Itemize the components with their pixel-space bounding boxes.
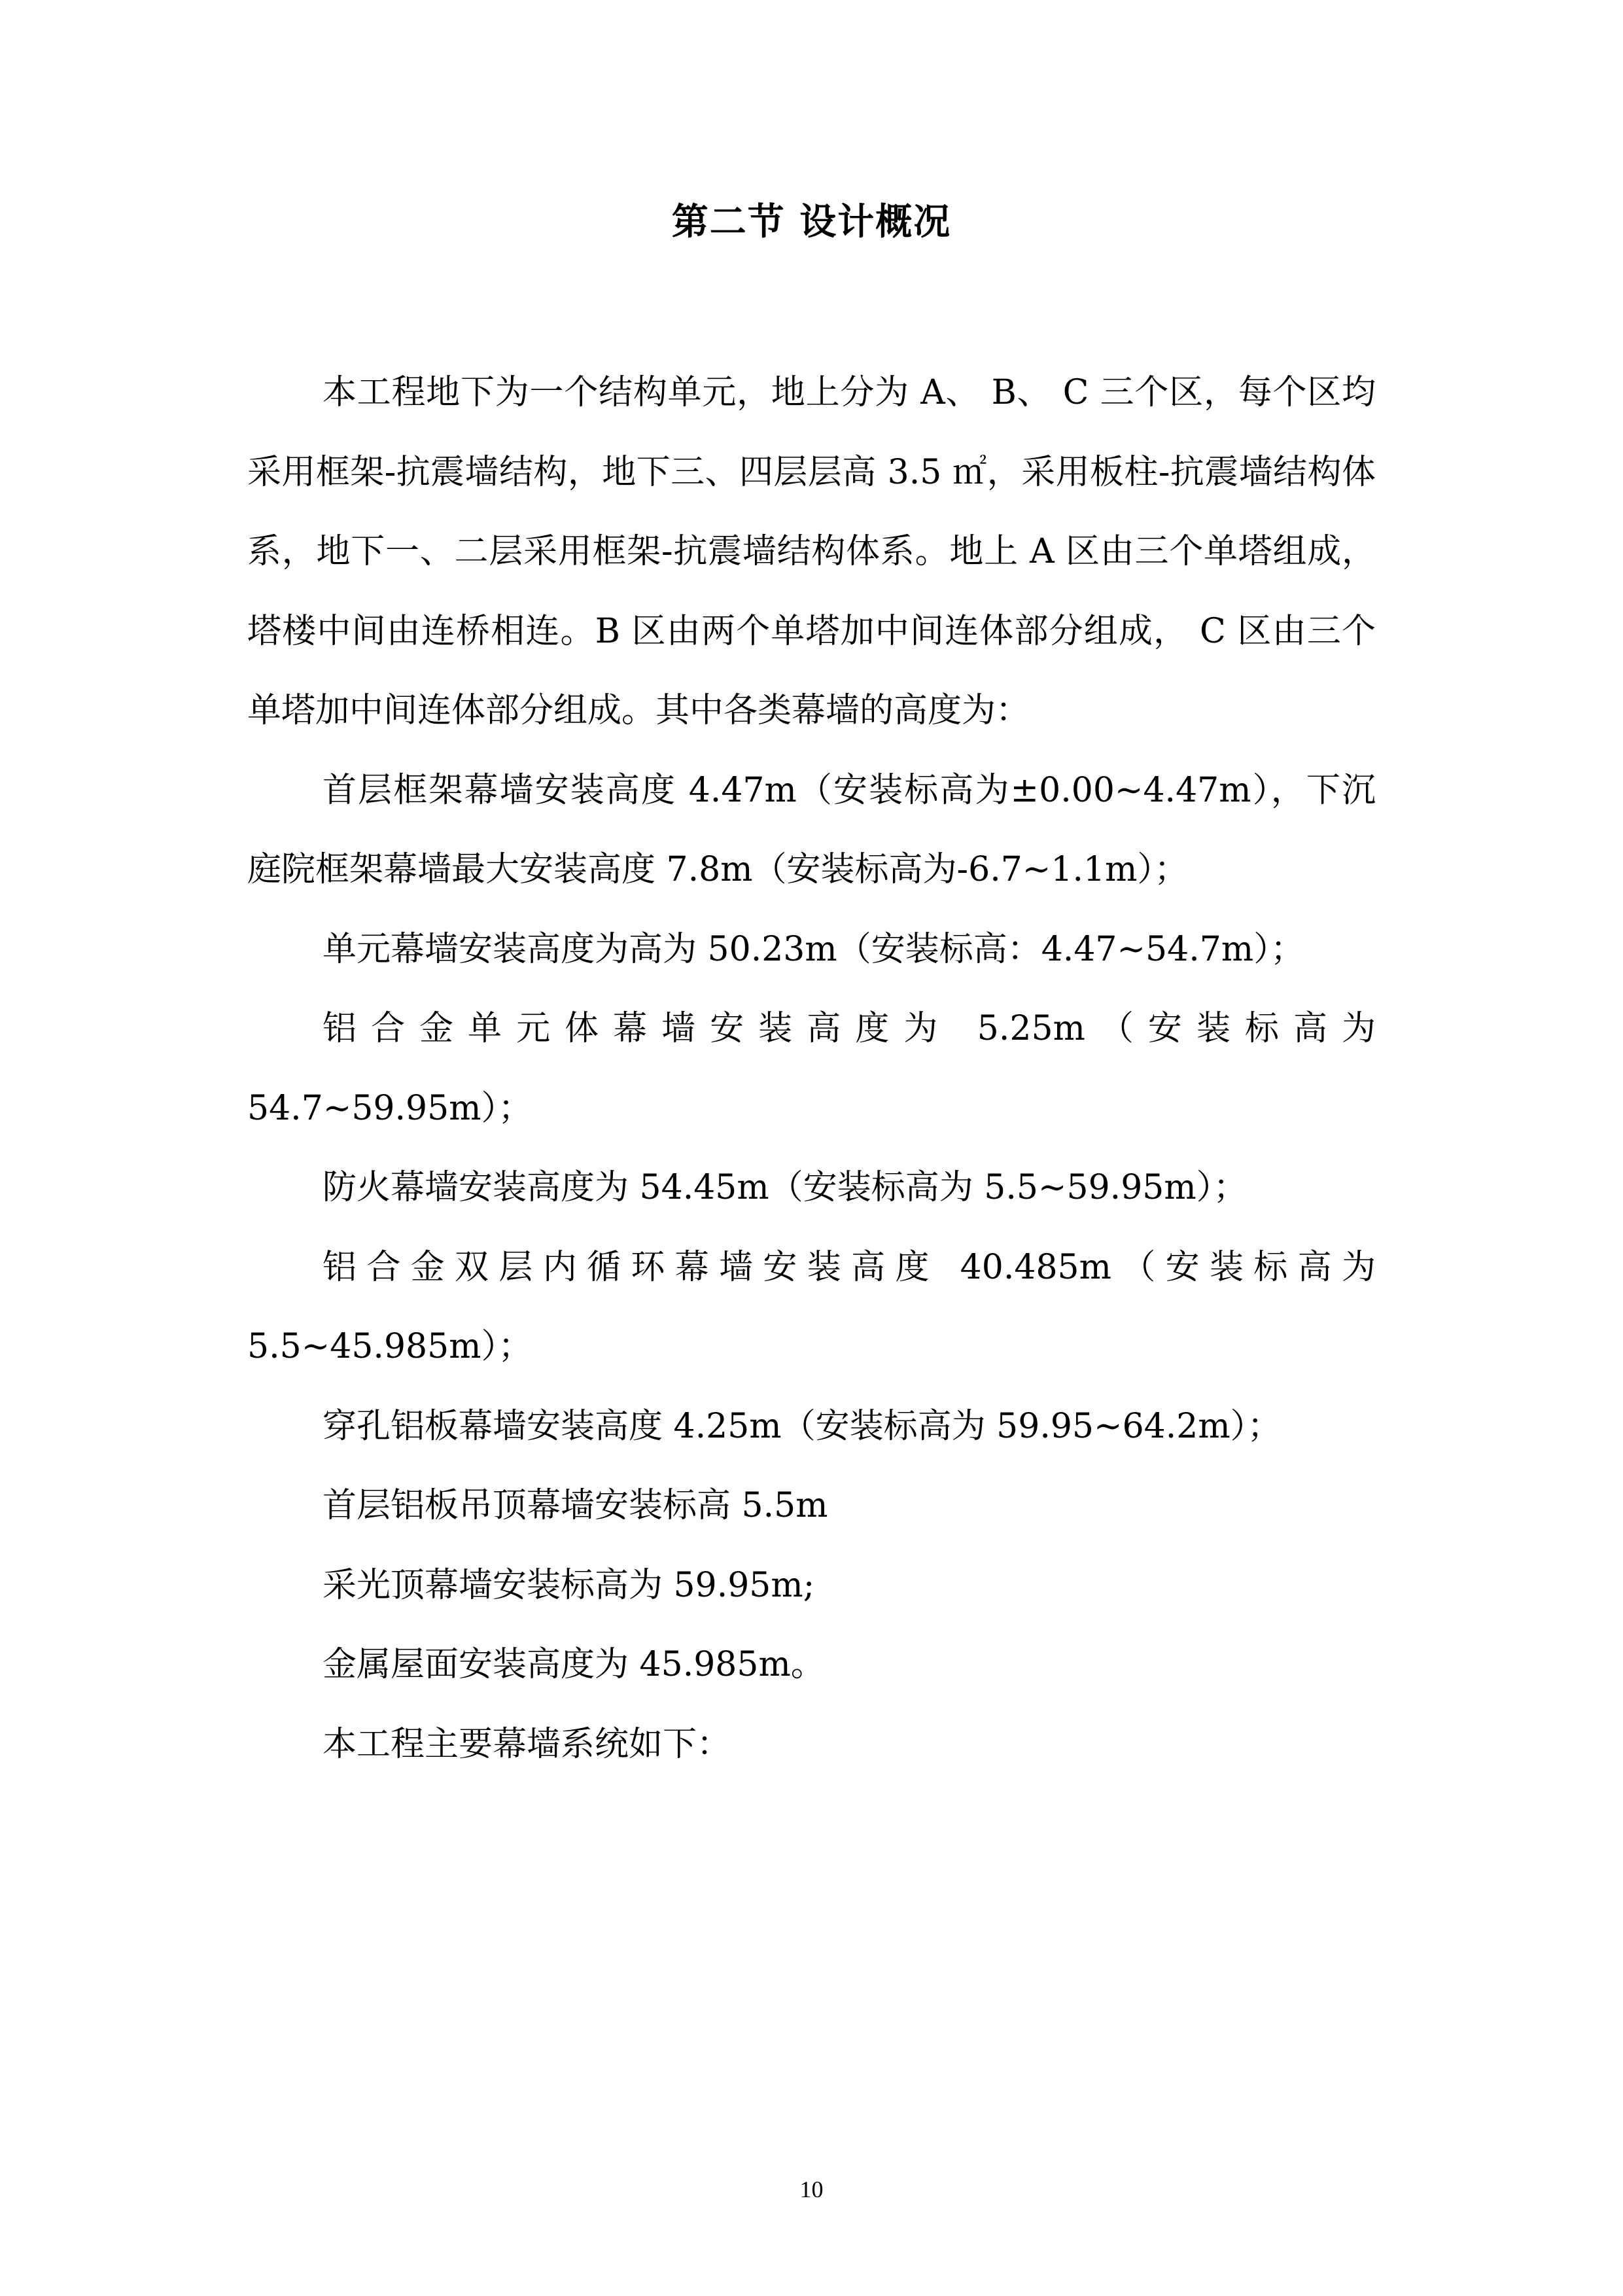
paragraph-skylight: 采光顶幕墙安装标高为 59.95m;	[323, 1565, 815, 1605]
page-number: 10	[799, 2176, 824, 2202]
paragraph-fire-curtain-wall: 防火幕墙安装高度为 54.45m（安装标高为 5.5~59.95m）；	[323, 1168, 1248, 1207]
paragraph-perforated-aluminum-curtain-wall: 穿孔铝板幕墙安装高度 4.25m（安装标高为 59.95~64.2m）；	[323, 1406, 1282, 1446]
paragraph-double-layer-curtain-wall: 铝合金双层内循环幕墙安装高度 40.485m（安装标高为 5.5~45.985m）；	[247, 1247, 1376, 1366]
paragraph-metal-roof: 金属屋面安装高度为 45.985m。	[323, 1645, 825, 1684]
paragraph-first-floor-frame-curtain-wall: 首层框架幕墙安装高度 4.47m（安装标高为±0.00~4.47m），下沉庭院框架幕墙最大安装高度 7.8m（安装标高为-6.7~1.1m）；	[247, 770, 1376, 889]
paragraph-unit-curtain-wall: 单元幕墙安装高度为高为 50.23m（安装标高：4.47~54.7m）；	[323, 929, 1305, 969]
paragraph-main-systems-intro: 本工程主要幕墙系统如下：	[323, 1724, 731, 1764]
section-title: 第二节 设计概况	[671, 201, 952, 243]
paragraph-aluminum-ceiling: 首层铝板吊顶幕墙安装标高 5.5m	[323, 1486, 828, 1525]
paragraph-structure-overview: 本工程地下为一个结构单元，地上分为 A、 B、 C 三个区，每个区均采用框架-抗震墙结构，地下三、四层层高 3.5 ㎡，采用板柱-抗震墙结构体系，地下一、二层采用框架-抗震墙结构体系。地上 A 区由三个单塔组成，塔楼中间由连桥相连。B 区由两个单塔加中间连体部分组成， C 区由三个单塔加中间连体部分组成。其中各类幕墙的高度为：	[247, 373, 1376, 730]
paragraph-aluminum-unit-curtain-wall: 铝合金单元体幕墙安装高度为 5.25m（安装标高为 54.7~59.95m）；	[247, 1009, 1376, 1128]
body-text	[247, 353, 1376, 1784]
